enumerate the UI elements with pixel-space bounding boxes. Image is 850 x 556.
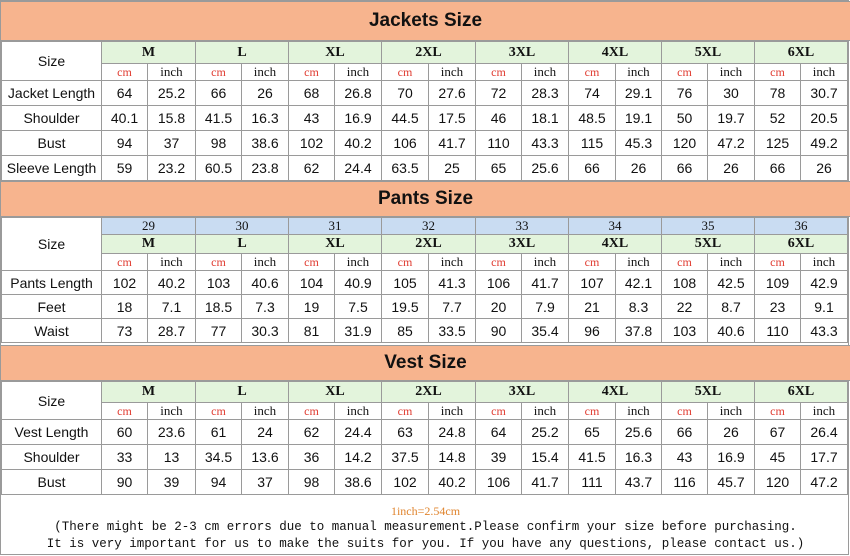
jackets-unit-cm: cm — [289, 64, 335, 81]
measurement-cell: 59 — [102, 156, 148, 181]
measurement-cell: 120 — [662, 131, 708, 156]
measurement-cell: 65 — [476, 156, 522, 181]
measurement-cell: 104 — [289, 271, 335, 295]
vest-unit-inch: inch — [708, 403, 755, 420]
pants-unit-cm: cm — [755, 254, 801, 271]
measurement-cell: 66 — [196, 81, 242, 106]
vest-size-m: M — [102, 382, 196, 403]
measurement-cell: 24.4 — [335, 420, 382, 445]
measurement-cell: 24 — [242, 420, 289, 445]
vest-size-2xl: 2XL — [382, 382, 476, 403]
table-row — [2, 295, 848, 319]
measurement-cell: 115 — [569, 131, 616, 156]
vest-unit-cm: cm — [382, 403, 429, 420]
measurement-cell: 98 — [196, 131, 242, 156]
unit-conversion: 1inch=2.54cm — [390, 504, 461, 518]
measurement-cell: 14.2 — [335, 445, 382, 470]
measurement-cell: 45 — [755, 445, 801, 470]
jackets-size-table — [1, 41, 848, 181]
measurement-cell: 76 — [662, 81, 708, 106]
pants-size-2xl: 2XL — [382, 235, 476, 254]
measurement-cell: 33.5 — [429, 319, 476, 343]
pants-size-label: Size — [2, 218, 102, 271]
table-row — [2, 420, 848, 445]
jackets-size-4xl: 4XL — [569, 42, 662, 64]
measurement-cell: 16.3 — [242, 106, 289, 131]
measurement-cell: 43 — [662, 445, 708, 470]
measurement-cell: 108 — [662, 271, 708, 295]
measurement-cell: 85 — [382, 319, 429, 343]
measurement-cell: 25 — [429, 156, 476, 181]
measurement-cell: 19 — [289, 295, 335, 319]
measurement-cell: 70 — [382, 81, 429, 106]
pants-size-m: M — [102, 235, 196, 254]
measurement-cell: 109 — [755, 271, 801, 295]
measurement-cell: 42.5 — [708, 271, 755, 295]
jackets-unit-cm: cm — [755, 64, 801, 81]
measurement-cell: 24.8 — [429, 420, 476, 445]
pants-unit-inch: inch — [242, 254, 289, 271]
vest-size-3xl: 3XL — [476, 382, 569, 403]
measurement-cell: 64 — [102, 81, 148, 106]
jackets-unit-inch: inch — [708, 64, 755, 81]
vest-title: Vest Size — [1, 345, 850, 381]
measurement-cell: 40.2 — [429, 470, 476, 495]
jackets-size-label: Size — [2, 42, 102, 81]
vest-size-label: Size — [2, 382, 102, 420]
measurement-cell: 20 — [476, 295, 522, 319]
jackets-unit-inch: inch — [801, 64, 848, 81]
measurement-cell: 63.5 — [382, 156, 429, 181]
vest-size-l: L — [196, 382, 289, 403]
measurement-cell: 47.2 — [801, 470, 848, 495]
measurement-cell: 73 — [102, 319, 148, 343]
measurement-cell: 103 — [196, 271, 242, 295]
measurement-cell: 26.4 — [801, 420, 848, 445]
measurement-cell: 16.9 — [708, 445, 755, 470]
pants-unit-cm: cm — [102, 254, 148, 271]
measurement-cell: 41.7 — [522, 271, 569, 295]
pants-waist-size: 29 — [102, 218, 196, 235]
pants-unit-cm: cm — [476, 254, 522, 271]
measurement-cell: 67 — [755, 420, 801, 445]
measurement-cell: 19.5 — [382, 295, 429, 319]
note-line-1: (There might be 2-3 cm errors due to manual measurement.Please confirm your size before purchasing. — [54, 520, 797, 534]
vest-unit-inch: inch — [242, 403, 289, 420]
pants-unit-inch: inch — [148, 254, 196, 271]
footer-notes — [1, 495, 850, 553]
measurement-cell: 105 — [382, 271, 429, 295]
measurement-cell: 7.5 — [335, 295, 382, 319]
measurement-cell: 41.5 — [196, 106, 242, 131]
pants-size-4xl: 4XL — [569, 235, 662, 254]
measurement-cell: 15.4 — [522, 445, 569, 470]
measurement-cell: 13.6 — [242, 445, 289, 470]
measurement-cell: 34.5 — [196, 445, 242, 470]
measurement-cell: 98 — [289, 470, 335, 495]
jackets-row-label: Shoulder — [2, 106, 102, 131]
vest-size-table — [1, 381, 848, 495]
measurement-cell: 18.1 — [522, 106, 569, 131]
measurement-cell: 102 — [289, 131, 335, 156]
measurement-cell: 9.1 — [801, 295, 848, 319]
pants-title: Pants Size — [1, 181, 850, 217]
table-row — [2, 445, 848, 470]
jackets-unit-inch: inch — [242, 64, 289, 81]
measurement-cell: 103 — [662, 319, 708, 343]
measurement-cell: 40.6 — [708, 319, 755, 343]
jackets-unit-inch: inch — [335, 64, 382, 81]
measurement-cell: 40.6 — [242, 271, 289, 295]
pants-waist-size: 32 — [382, 218, 476, 235]
measurement-cell: 22 — [662, 295, 708, 319]
measurement-cell: 47.2 — [708, 131, 755, 156]
measurement-cell: 39 — [476, 445, 522, 470]
table-row — [2, 470, 848, 495]
table-row — [2, 131, 848, 156]
measurement-cell: 60 — [102, 420, 148, 445]
measurement-cell: 66 — [569, 156, 616, 181]
measurement-cell: 18 — [102, 295, 148, 319]
vest-unit-inch: inch — [616, 403, 662, 420]
pants-size-xl: XL — [289, 235, 382, 254]
measurement-cell: 20.5 — [801, 106, 848, 131]
measurement-cell: 36 — [289, 445, 335, 470]
measurement-cell: 43.3 — [801, 319, 848, 343]
measurement-cell: 29.1 — [616, 81, 662, 106]
vest-unit-cm: cm — [569, 403, 616, 420]
measurement-cell: 38.6 — [335, 470, 382, 495]
measurement-cell: 66 — [662, 156, 708, 181]
pants-unit-inch: inch — [801, 254, 848, 271]
measurement-cell: 46 — [476, 106, 522, 131]
measurement-cell: 26.8 — [335, 81, 382, 106]
jackets-unit-inch: inch — [616, 64, 662, 81]
pants-unit-cm: cm — [196, 254, 242, 271]
measurement-cell: 19.1 — [616, 106, 662, 131]
measurement-cell: 25.2 — [148, 81, 196, 106]
measurement-cell: 8.7 — [708, 295, 755, 319]
pants-size-3xl: 3XL — [476, 235, 569, 254]
vest-row-label: Vest Length — [2, 420, 102, 445]
jackets-unit-cm: cm — [196, 64, 242, 81]
jackets-size-m: M — [102, 42, 196, 64]
measurement-cell: 106 — [476, 470, 522, 495]
measurement-cell: 40.2 — [335, 131, 382, 156]
measurement-cell: 96 — [569, 319, 616, 343]
vest-unit-cm: cm — [662, 403, 708, 420]
measurement-cell: 45.7 — [708, 470, 755, 495]
measurement-cell: 106 — [382, 131, 429, 156]
measurement-cell: 7.9 — [522, 295, 569, 319]
measurement-cell: 26 — [801, 156, 848, 181]
measurement-cell: 30.3 — [242, 319, 289, 343]
pants-unit-cm: cm — [382, 254, 429, 271]
vest-unit-inch: inch — [429, 403, 476, 420]
pants-size-5xl: 5XL — [662, 235, 755, 254]
measurement-cell: 21 — [569, 295, 616, 319]
measurement-cell: 15.8 — [148, 106, 196, 131]
measurement-cell: 8.3 — [616, 295, 662, 319]
measurement-cell: 64 — [476, 420, 522, 445]
measurement-cell: 26 — [616, 156, 662, 181]
pants-row-label: Pants Length — [2, 271, 102, 295]
measurement-cell: 41.7 — [429, 131, 476, 156]
measurement-cell: 40.1 — [102, 106, 148, 131]
measurement-cell: 40.9 — [335, 271, 382, 295]
measurement-cell: 25.6 — [616, 420, 662, 445]
vest-unit-cm: cm — [755, 403, 801, 420]
measurement-cell: 42.9 — [801, 271, 848, 295]
measurement-cell: 94 — [196, 470, 242, 495]
pants-unit-cm: cm — [569, 254, 616, 271]
pants-unit-inch: inch — [708, 254, 755, 271]
jackets-unit-cm: cm — [102, 64, 148, 81]
pants-unit-cm: cm — [662, 254, 708, 271]
measurement-cell: 28.3 — [522, 81, 569, 106]
measurement-cell: 37 — [148, 131, 196, 156]
measurement-cell: 90 — [102, 470, 148, 495]
measurement-cell: 74 — [569, 81, 616, 106]
pants-unit-inch: inch — [335, 254, 382, 271]
measurement-cell: 17.7 — [801, 445, 848, 470]
measurement-cell: 50 — [662, 106, 708, 131]
vest-unit-inch: inch — [522, 403, 569, 420]
vest-size-5xl: 5XL — [662, 382, 755, 403]
measurement-cell: 77 — [196, 319, 242, 343]
measurement-cell: 24.4 — [335, 156, 382, 181]
pants-waist-size: 30 — [196, 218, 289, 235]
measurement-cell: 23 — [755, 295, 801, 319]
table-row — [2, 106, 848, 131]
jackets-unit-inch: inch — [522, 64, 569, 81]
measurement-cell: 106 — [476, 271, 522, 295]
measurement-cell: 43.7 — [616, 470, 662, 495]
measurement-cell: 37.5 — [382, 445, 429, 470]
measurement-cell: 110 — [755, 319, 801, 343]
measurement-cell: 23.6 — [148, 420, 196, 445]
table-row — [2, 271, 848, 295]
measurement-cell: 13 — [148, 445, 196, 470]
measurement-cell: 43 — [289, 106, 335, 131]
jackets-row-label: Bust — [2, 131, 102, 156]
pants-row-label: Feet — [2, 295, 102, 319]
measurement-cell: 23.2 — [148, 156, 196, 181]
jackets-unit-inch: inch — [429, 64, 476, 81]
jackets-size-l: L — [196, 42, 289, 64]
measurement-cell: 7.1 — [148, 295, 196, 319]
measurement-cell: 27.6 — [429, 81, 476, 106]
measurement-cell: 41.3 — [429, 271, 476, 295]
measurement-cell: 26 — [242, 81, 289, 106]
measurement-cell: 39 — [148, 470, 196, 495]
measurement-cell: 125 — [755, 131, 801, 156]
measurement-cell: 40.2 — [148, 271, 196, 295]
measurement-cell: 35.4 — [522, 319, 569, 343]
measurement-cell: 52 — [755, 106, 801, 131]
measurement-cell: 26 — [708, 156, 755, 181]
vest-unit-cm: cm — [476, 403, 522, 420]
jackets-unit-inch: inch — [148, 64, 196, 81]
table-row — [2, 156, 848, 181]
measurement-cell: 116 — [662, 470, 708, 495]
measurement-cell: 33 — [102, 445, 148, 470]
vest-unit-inch: inch — [801, 403, 848, 420]
jackets-size-xl: XL — [289, 42, 382, 64]
measurement-cell: 61 — [196, 420, 242, 445]
jackets-row-label: Jacket Length — [2, 81, 102, 106]
measurement-cell: 66 — [662, 420, 708, 445]
vest-unit-inch: inch — [335, 403, 382, 420]
measurement-cell: 37 — [242, 470, 289, 495]
measurement-cell: 7.7 — [429, 295, 476, 319]
pants-unit-inch: inch — [429, 254, 476, 271]
pants-unit-inch: inch — [522, 254, 569, 271]
measurement-cell: 48.5 — [569, 106, 616, 131]
measurement-cell: 90 — [476, 319, 522, 343]
jackets-row-label: Sleeve Length — [2, 156, 102, 181]
measurement-cell: 45.3 — [616, 131, 662, 156]
pants-size-table — [1, 217, 848, 343]
measurement-cell: 37.8 — [616, 319, 662, 343]
measurement-cell: 31.9 — [335, 319, 382, 343]
measurement-cell: 94 — [102, 131, 148, 156]
jackets-unit-cm: cm — [382, 64, 429, 81]
measurement-cell: 23.8 — [242, 156, 289, 181]
table-row — [2, 81, 848, 106]
pants-row-label: Waist — [2, 319, 102, 343]
vest-row-label: Shoulder — [2, 445, 102, 470]
jackets-size-6xl: 6XL — [755, 42, 848, 64]
measurement-cell: 102 — [102, 271, 148, 295]
measurement-cell: 62 — [289, 156, 335, 181]
pants-waist-size: 31 — [289, 218, 382, 235]
note-line-2: It is very important for us to make the suits for you. If you have any questions, please contact us.) — [46, 537, 805, 551]
measurement-cell: 62 — [289, 420, 335, 445]
measurement-cell: 7.3 — [242, 295, 289, 319]
measurement-cell: 65 — [569, 420, 616, 445]
measurement-cell: 111 — [569, 470, 616, 495]
jackets-unit-cm: cm — [569, 64, 616, 81]
table-row — [2, 319, 848, 343]
measurement-cell: 26 — [708, 420, 755, 445]
jackets-size-3xl: 3XL — [476, 42, 569, 64]
measurement-cell: 102 — [382, 470, 429, 495]
pants-waist-size: 34 — [569, 218, 662, 235]
measurement-cell: 44.5 — [382, 106, 429, 131]
measurement-cell: 18.5 — [196, 295, 242, 319]
measurement-cell: 25.2 — [522, 420, 569, 445]
pants-waist-size: 36 — [755, 218, 848, 235]
measurement-cell: 38.6 — [242, 131, 289, 156]
vest-unit-inch: inch — [148, 403, 196, 420]
measurement-cell: 110 — [476, 131, 522, 156]
vest-size-4xl: 4XL — [569, 382, 662, 403]
measurement-cell: 63 — [382, 420, 429, 445]
jackets-unit-cm: cm — [476, 64, 522, 81]
pants-size-l: L — [196, 235, 289, 254]
vest-unit-cm: cm — [289, 403, 335, 420]
jackets-size-5xl: 5XL — [662, 42, 755, 64]
measurement-cell: 16.3 — [616, 445, 662, 470]
pants-size-6xl: 6XL — [755, 235, 848, 254]
measurement-cell: 72 — [476, 81, 522, 106]
jackets-size-2xl: 2XL — [382, 42, 476, 64]
measurement-cell: 25.6 — [522, 156, 569, 181]
vest-unit-cm: cm — [196, 403, 242, 420]
vest-row-label: Bust — [2, 470, 102, 495]
measurement-cell: 42.1 — [616, 271, 662, 295]
pants-waist-size: 33 — [476, 218, 569, 235]
measurement-cell: 49.2 — [801, 131, 848, 156]
measurement-cell: 107 — [569, 271, 616, 295]
vest-unit-cm: cm — [102, 403, 148, 420]
measurement-cell: 120 — [755, 470, 801, 495]
measurement-cell: 43.3 — [522, 131, 569, 156]
measurement-cell: 30 — [708, 81, 755, 106]
measurement-cell: 41.5 — [569, 445, 616, 470]
measurement-cell: 14.8 — [429, 445, 476, 470]
vest-size-xl: XL — [289, 382, 382, 403]
measurement-cell: 17.5 — [429, 106, 476, 131]
pants-unit-cm: cm — [289, 254, 335, 271]
jackets-unit-cm: cm — [662, 64, 708, 81]
measurement-cell: 78 — [755, 81, 801, 106]
measurement-cell: 30.7 — [801, 81, 848, 106]
measurement-cell: 41.7 — [522, 470, 569, 495]
jackets-title: Jackets Size — [1, 1, 850, 41]
vest-size-6xl: 6XL — [755, 382, 848, 403]
measurement-cell: 66 — [755, 156, 801, 181]
measurement-cell: 68 — [289, 81, 335, 106]
measurement-cell: 19.7 — [708, 106, 755, 131]
pants-waist-size: 35 — [662, 218, 755, 235]
pants-unit-inch: inch — [616, 254, 662, 271]
measurement-cell: 60.5 — [196, 156, 242, 181]
measurement-cell: 16.9 — [335, 106, 382, 131]
measurement-cell: 81 — [289, 319, 335, 343]
measurement-cell: 28.7 — [148, 319, 196, 343]
